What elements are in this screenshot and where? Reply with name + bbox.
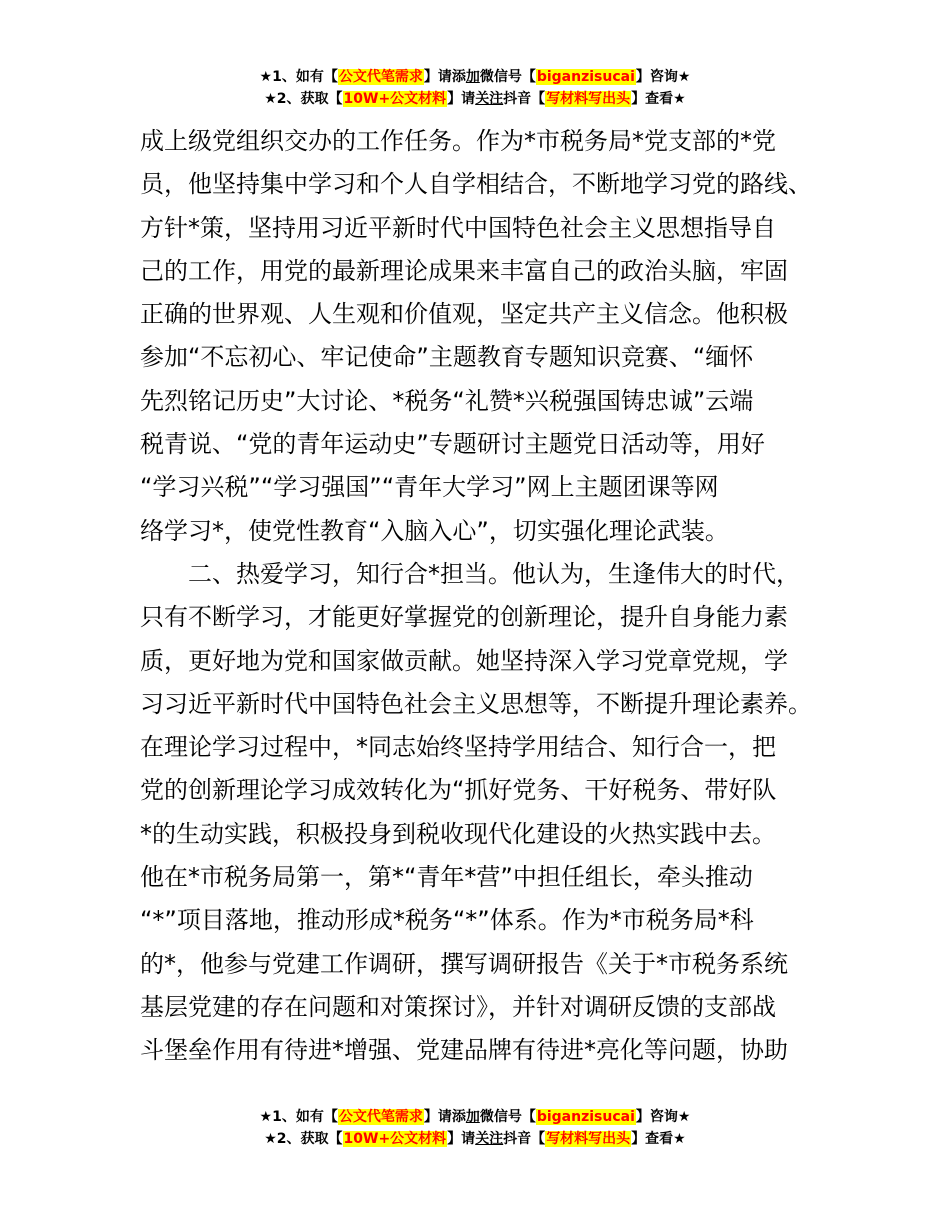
highlight-douyin: 写材料写出头: [546, 1131, 631, 1147]
banner-text: 微信号【: [479, 1109, 536, 1125]
highlight-douyin: 写材料写出头: [546, 91, 631, 107]
text-line: 方针*策，坚持用习近平新时代中国特色社会主义思想指导自: [140, 213, 776, 242]
text-line: “*”项目落地，推动形成*税务“*”体系。作为*市税务局*科: [140, 906, 754, 935]
highlight-service: 公文代笔需求: [338, 1109, 423, 1125]
paragraph-2: [140, 553, 840, 1073]
text-line: 斗堡垒作用有待进*增强、党建品牌有待进*亮化等问题，协助: [140, 1036, 788, 1065]
text-line: 的*，他参与党建工作调研，撰写调研报告《关于*市税务系统: [140, 949, 788, 978]
text-line: 他在*市税务局第一，第*“青年*营”中担任组长，牵头推动: [140, 863, 753, 892]
highlight-wechat-id: biganzisucai: [536, 1109, 635, 1125]
text-line: 习习近平新时代中国特色社会主义思想等，不断提升理论素养。: [140, 689, 812, 718]
text-line: 正确的世界观、人生观和价值观，坚定共产主义信念。他积极: [140, 300, 788, 329]
banner-underlined-text: 加: [465, 1109, 480, 1125]
banner-text: ★1、如有【: [259, 69, 338, 85]
document-body: [140, 120, 840, 1073]
banner-text: 】咨询★: [635, 69, 691, 85]
text-line: 络学习*，使党性教育“入脑入心”，切实强化理论武装。: [140, 516, 729, 545]
banner-underlined-text: 关注: [475, 91, 504, 107]
banner-text: 抖音【: [503, 1131, 546, 1147]
banner-text: ★2、获取【: [264, 91, 343, 107]
banner-text: 】请添: [423, 69, 466, 85]
banner-text: 抖音【: [503, 91, 546, 107]
banner-line-1: [0, 1106, 950, 1128]
banner-text: 】咨询★: [635, 1109, 691, 1125]
text-line: 在理论学习过程中，*同志始终坚持学用结合、知行合一，把: [140, 733, 776, 762]
banner-line-1: [0, 66, 950, 88]
text-line: “学习兴税”“学习强国”“青年大学习”网上主题团课等网: [140, 473, 719, 502]
banner-underlined-text: 关注: [475, 1131, 504, 1147]
text-line: 成上级党组织交办的工作任务。作为*市税务局*党支部的*党: [140, 127, 776, 155]
banner-text: ★2、获取【: [264, 1131, 343, 1147]
banner-text: 】请添: [423, 1109, 466, 1125]
text-line: 己的工作，用党的最新理论成果来丰富自己的政治头脑，牢固: [140, 256, 788, 285]
highlight-materials: 10W+公文材料: [343, 1131, 447, 1147]
text-line: 基层党建的存在问题和对策探讨》，并针对调研反馈的支部战: [140, 992, 776, 1021]
paragraph-1: [140, 120, 840, 553]
text-line: 党的创新理论学习成效转化为“抓好党务、干好税务、带好队: [140, 776, 777, 805]
text-line: 二、热爱学习，知行合*担当。他认为，生逢伟大的时代，: [188, 559, 800, 588]
banner-line-2: [0, 88, 950, 110]
banner-text: ★1、如有【: [259, 1109, 338, 1125]
highlight-service: 公文代笔需求: [338, 69, 423, 85]
text-line: *的生动实践，积极投身到税收现代化建设的火热实践中去。: [140, 819, 776, 848]
highlight-materials: 10W+公文材料: [343, 91, 447, 107]
banner-underlined-text: 加: [465, 69, 480, 85]
text-line: 只有不断学习，才能更好掌握党的创新理论，提升自身能力素: [140, 603, 788, 632]
footer-banner: [0, 1106, 950, 1150]
banner-text: 】请: [447, 1131, 476, 1147]
banner-text: 】查看★: [631, 1131, 686, 1147]
header-banner: [0, 66, 950, 110]
banner-text: 】请: [447, 91, 476, 107]
banner-line-2: [0, 1128, 950, 1150]
highlight-wechat-id: biganzisucai: [536, 69, 635, 85]
text-line: 参加“不忘初心、牢记使命”主题教育专题知识竞赛、“缅怀: [140, 343, 754, 372]
banner-text: 微信号【: [479, 69, 536, 85]
text-line: 质，更好地为党和国家做贡献。她坚持深入学习党章党规，学: [140, 646, 788, 675]
text-line: 先烈铭记历史”大讨论、*税务“礼赞*兴税强国铸忠诚”云端: [140, 386, 754, 415]
banner-text: 】查看★: [631, 91, 686, 107]
text-line: 员，他坚持集中学习和个人自学相结合，不断地学习党的路线、: [140, 170, 812, 199]
text-line: 税青说、“党的青年运动史”专题研讨主题党日活动等，用好: [140, 430, 765, 459]
